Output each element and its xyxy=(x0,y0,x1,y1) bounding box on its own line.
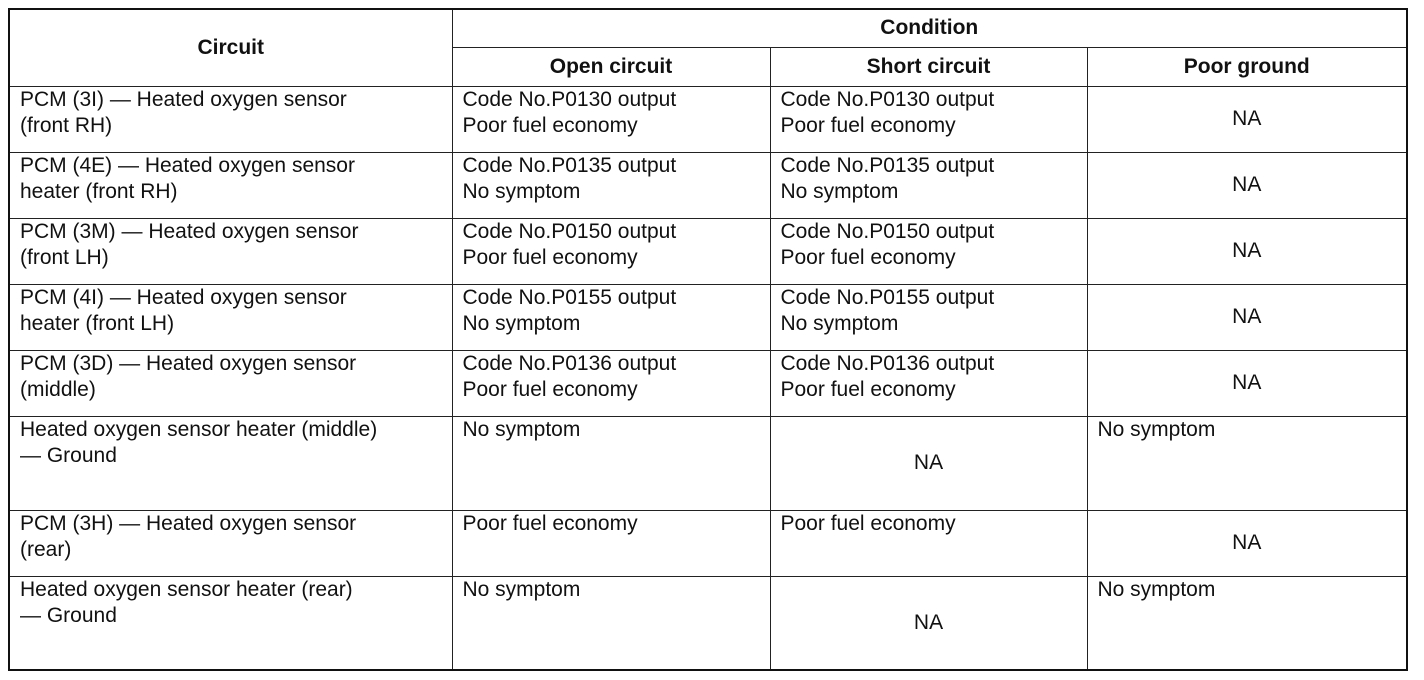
circuit-line: Heated oxygen sensor heater (rear) xyxy=(20,577,353,601)
short-circuit-cell xyxy=(770,152,1087,218)
header-row-top xyxy=(9,9,1407,47)
circuit-cell xyxy=(9,86,452,152)
short-line: Code No.P0150 output xyxy=(780,219,995,243)
diagnosis-table xyxy=(8,8,1408,671)
short-line: No symptom xyxy=(780,311,899,335)
short-line: Code No.P0136 output xyxy=(780,351,995,375)
poor-ground-cell xyxy=(1087,416,1407,510)
header-poor-ground: Poor ground xyxy=(1087,47,1407,86)
short-circuit-cell xyxy=(770,350,1087,416)
short-circuit-cell xyxy=(770,284,1087,350)
circuit-cell xyxy=(9,416,452,510)
open-circuit-cell xyxy=(452,576,770,670)
table-row xyxy=(9,284,1407,350)
short-circuit-cell xyxy=(770,510,1087,576)
circuit-line: PCM (3M) — Heated oxygen sensor xyxy=(20,219,359,243)
circuit-line: heater (front RH) xyxy=(20,179,178,203)
table-row xyxy=(9,510,1407,576)
short-line: Poor fuel economy xyxy=(780,245,956,269)
circuit-line: (front LH) xyxy=(20,245,109,269)
open-line: Code No.P0135 output xyxy=(462,153,677,177)
circuit-cell xyxy=(9,284,452,350)
open-line: No symptom xyxy=(462,417,581,441)
short-line: Poor fuel economy xyxy=(780,377,956,401)
poor-line: No symptom xyxy=(1097,417,1216,441)
poor-ground-cell: NA xyxy=(1087,86,1407,152)
poor-ground-cell xyxy=(1087,576,1407,670)
open-line: Poor fuel economy xyxy=(462,511,638,535)
circuit-cell xyxy=(9,576,452,670)
circuit-cell xyxy=(9,218,452,284)
open-circuit-cell xyxy=(452,350,770,416)
short-line: Poor fuel economy xyxy=(780,113,956,137)
header-circuit: Circuit xyxy=(9,9,452,86)
open-line: Code No.P0136 output xyxy=(462,351,677,375)
short-circuit-cell: NA xyxy=(770,416,1087,510)
circuit-line: (middle) xyxy=(20,377,96,401)
open-line: No symptom xyxy=(462,179,581,203)
poor-ground-cell: NA xyxy=(1087,510,1407,576)
open-line: Poor fuel economy xyxy=(462,113,638,137)
poor-ground-cell: NA xyxy=(1087,152,1407,218)
table-row xyxy=(9,86,1407,152)
circuit-cell xyxy=(9,152,452,218)
open-line: Code No.P0150 output xyxy=(462,219,677,243)
short-line: Code No.P0130 output xyxy=(780,87,995,111)
open-line: Code No.P0130 output xyxy=(462,87,677,111)
circuit-line: heater (front LH) xyxy=(20,311,175,335)
table-row xyxy=(9,218,1407,284)
header-open-circuit: Open circuit xyxy=(452,47,770,86)
circuit-cell xyxy=(9,510,452,576)
circuit-line: PCM (3I) — Heated oxygen sensor xyxy=(20,87,347,111)
open-line: No symptom xyxy=(462,311,581,335)
header-condition: Condition xyxy=(452,9,1407,47)
header-short-circuit: Short circuit xyxy=(770,47,1087,86)
circuit-line: PCM (3H) — Heated oxygen sensor xyxy=(20,511,357,535)
short-line: Poor fuel economy xyxy=(780,511,956,535)
table-row xyxy=(9,350,1407,416)
circuit-cell xyxy=(9,350,452,416)
circuit-line: — Ground xyxy=(20,603,117,627)
table-row xyxy=(9,152,1407,218)
circuit-line: PCM (3D) — Heated oxygen sensor xyxy=(20,351,357,375)
short-circuit-cell xyxy=(770,218,1087,284)
poor-line: No symptom xyxy=(1097,577,1216,601)
open-line: Poor fuel economy xyxy=(462,245,638,269)
open-circuit-cell xyxy=(452,86,770,152)
circuit-line: (rear) xyxy=(20,537,72,561)
circuit-line: — Ground xyxy=(20,443,117,467)
open-circuit-cell xyxy=(452,152,770,218)
short-circuit-cell: NA xyxy=(770,576,1087,670)
open-circuit-cell xyxy=(452,218,770,284)
circuit-line: PCM (4E) — Heated oxygen sensor xyxy=(20,153,355,177)
open-circuit-cell xyxy=(452,416,770,510)
open-line: Poor fuel economy xyxy=(462,377,638,401)
table-row xyxy=(9,576,1407,670)
circuit-line: PCM (4I) — Heated oxygen sensor xyxy=(20,285,347,309)
poor-ground-cell: NA xyxy=(1087,218,1407,284)
circuit-line: Heated oxygen sensor heater (middle) xyxy=(20,417,378,441)
open-line: No symptom xyxy=(462,577,581,601)
short-line: Code No.P0135 output xyxy=(780,153,995,177)
short-circuit-cell xyxy=(770,86,1087,152)
open-line: Code No.P0155 output xyxy=(462,285,677,309)
table-row xyxy=(9,416,1407,510)
short-line: Code No.P0155 output xyxy=(780,285,995,309)
poor-ground-cell: NA xyxy=(1087,350,1407,416)
open-circuit-cell xyxy=(452,510,770,576)
open-circuit-cell xyxy=(452,284,770,350)
circuit-line: (front RH) xyxy=(20,113,113,137)
poor-ground-cell: NA xyxy=(1087,284,1407,350)
short-line: No symptom xyxy=(780,179,899,203)
